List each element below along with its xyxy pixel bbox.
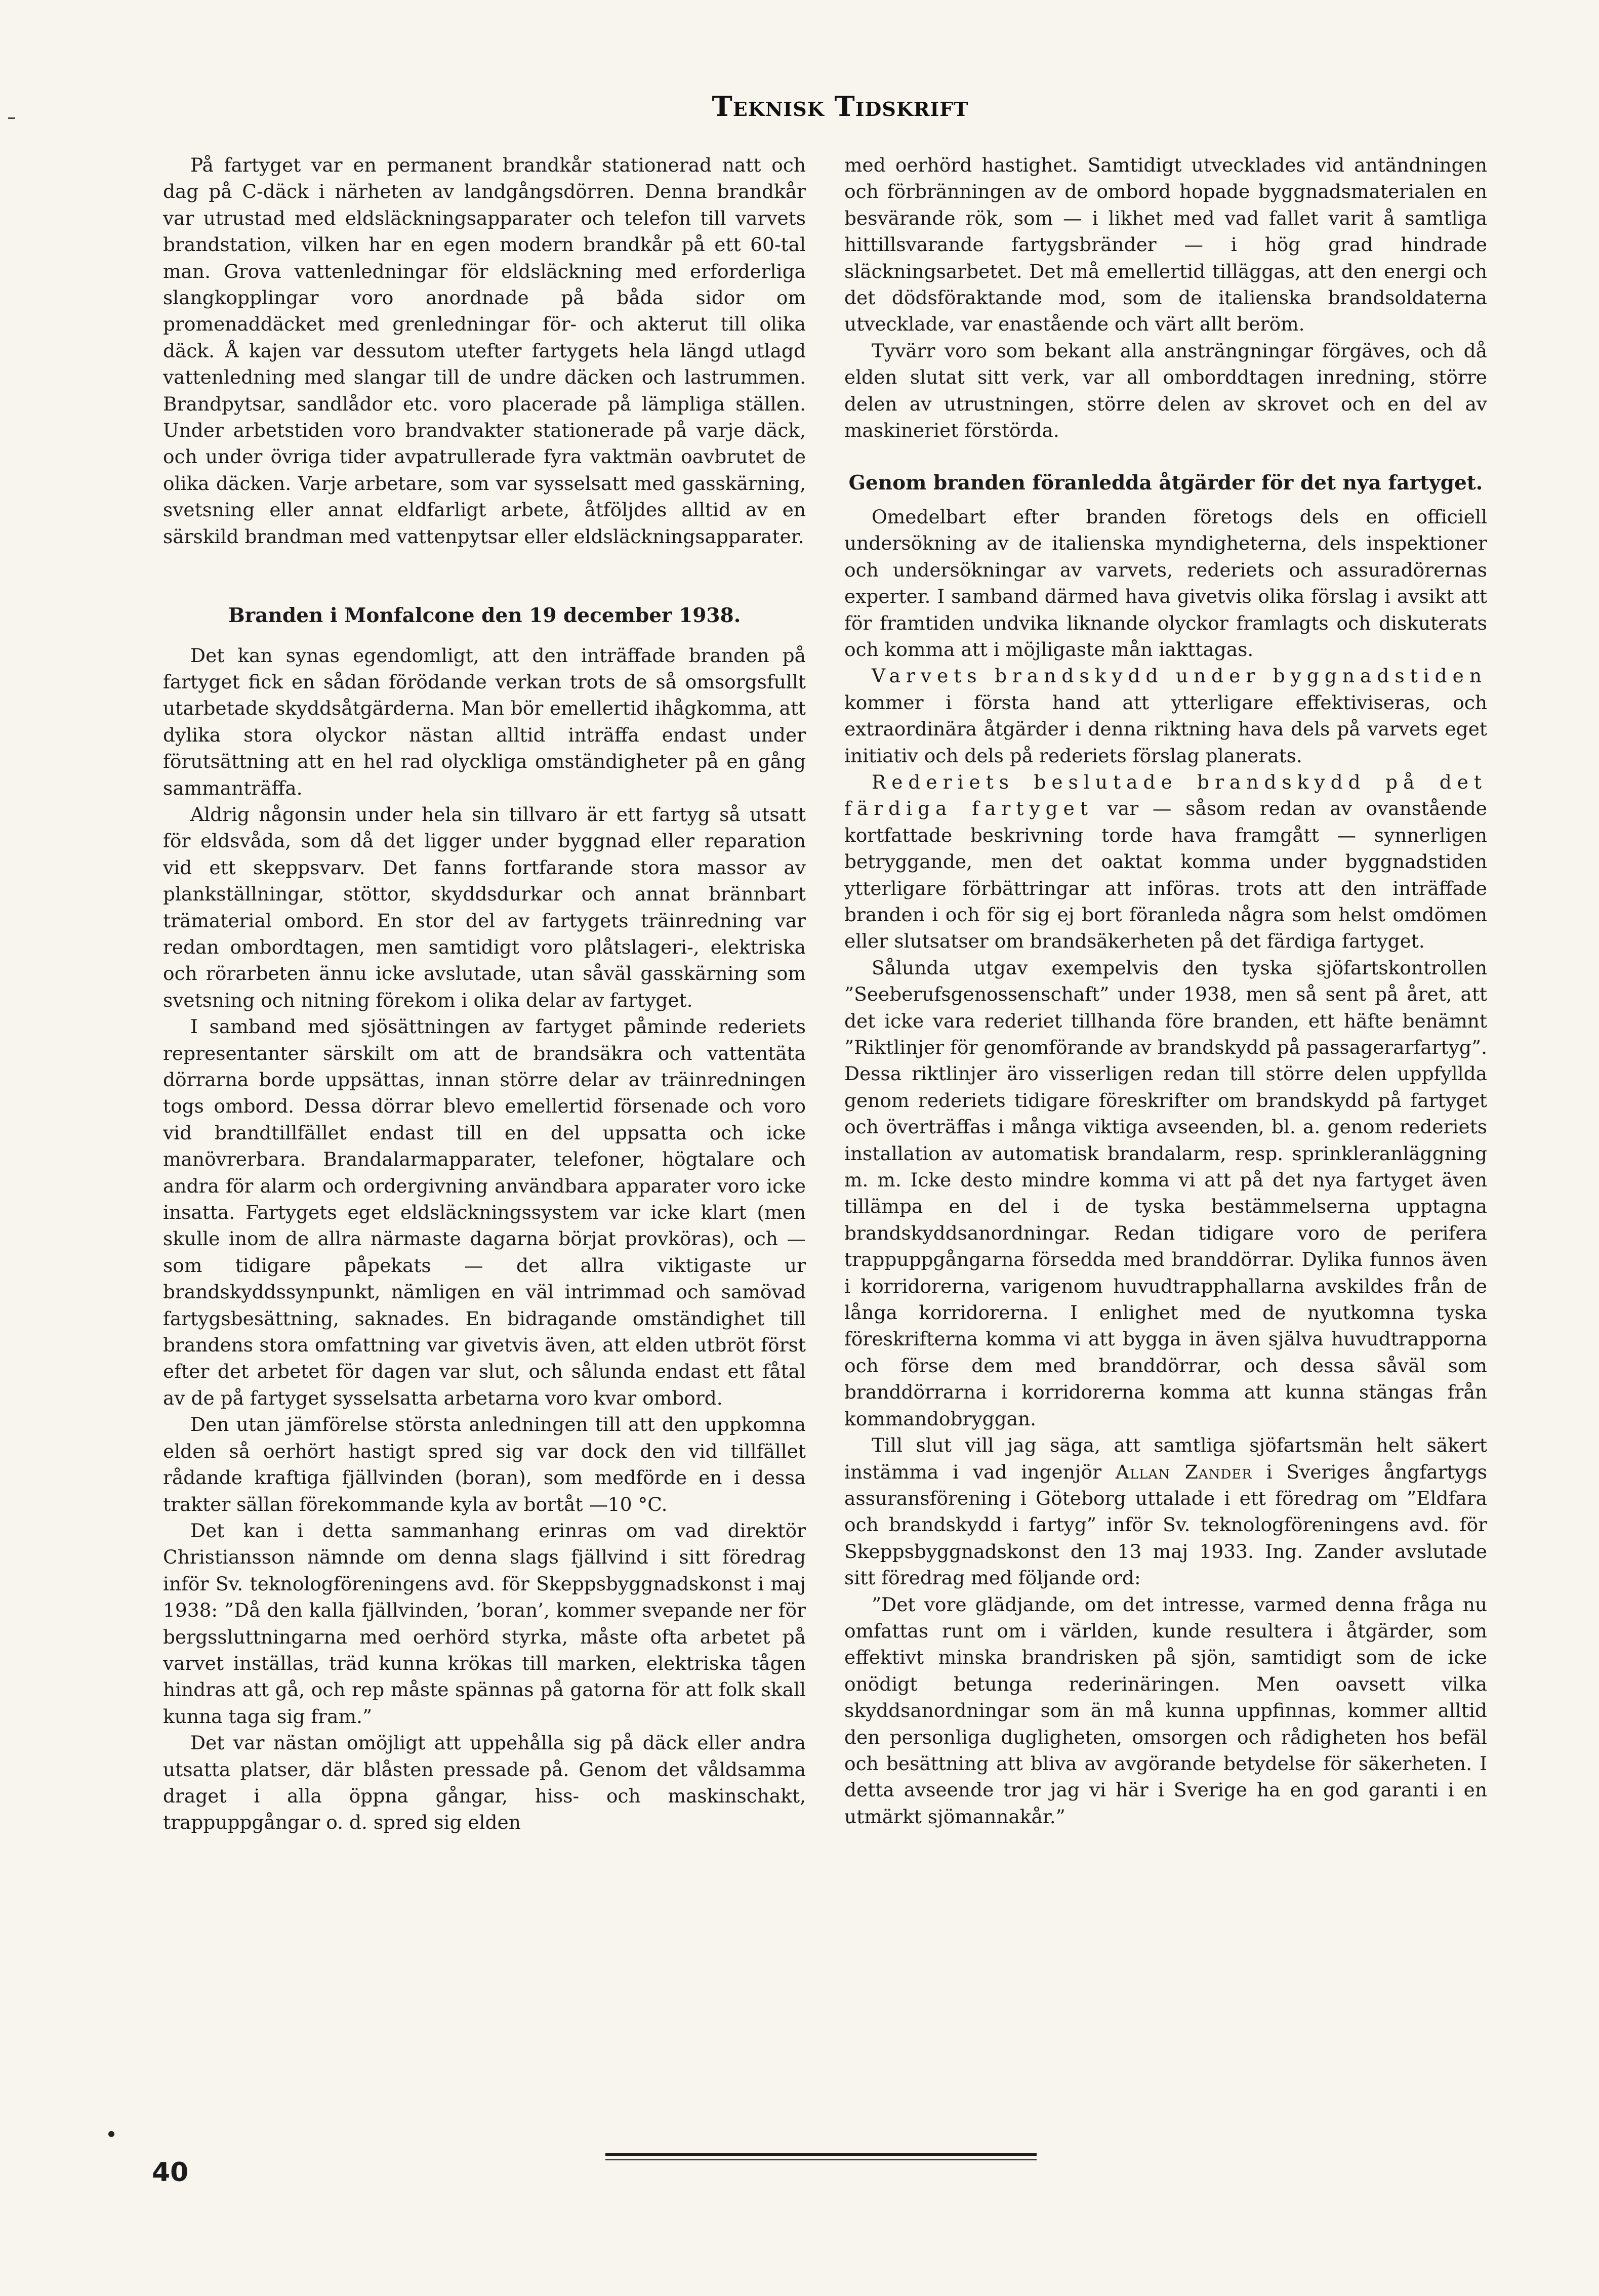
margin-dot bbox=[108, 2131, 114, 2137]
footer-rule-thin bbox=[605, 2159, 1037, 2160]
margin-tick bbox=[8, 117, 15, 119]
paragraph-till-slut bbox=[844, 1432, 1487, 1591]
paragraph-tyvarr: Tyvärr voro som bekant alla ansträngningar förgäves, och då elden slutat sitt verk, var all omborddtagen inredning, större delen av utrustningen, större delen av skrovet och en del av maskineriet förstörda. bbox=[844, 339, 1487, 442]
page-number: 40 bbox=[152, 2157, 189, 2188]
emphasis-varvets: Varvets brandskydd under byggnadstiden bbox=[872, 665, 1487, 687]
paragraph-egendomligt: Det kan synas egendomligt, att den inträffade branden på fartyget fick en sådan förödande verkan trots de så omsorgsfullt utarbetade skyddsåtgärderna. Man bör emellertid ihågkomma, att dylika stora olyckor nästan alltid inträffa endast under förutsättning att en hel rad olyckliga omständigheter på en gång sammanträffa. bbox=[163, 644, 806, 799]
paragraph-omedelbart: Omedelbart efter branden företogs dels en officiell undersökning av de italienska myndigheterna, dels inspektioner och undersökningar av varvets, rederiets och assuradörernas experter. I samband därmed hava givetvis olika förslag i avsikt att för framtiden undvika liknande olyckor framlagts och diskuterats och komma att i möjligaste mån iakttagas. bbox=[844, 505, 1487, 661]
paragraph-omojligt: Det var nästan omöjligt att uppehålla sig på däck eller andra utsatta platser, där blåsten pressade på. Genom det våldsamma draget i alla öppna gångar, hiss- och maskinschakt, trappuppgångar o. d. spred sig elden bbox=[163, 1732, 806, 1834]
paragraph-salunda: Sålunda utgav exempelvis den tyska sjöfartskontrollen ”Seeberufsgenossenschaft” under 1938, men så sent på året, att det icke vara rederiet tillhanda före branden, ett häfte benämnt ”Riktlinjer för genomförande av brandskydd på passagerarfartyg”. Dessa riktlinjer äro visserligen redan till större delen uppfyllda genom rederiets tidigare föreskrifter om brandskydd på fartyget och överträffas i många viktiga avseenden, bl. a. genom rederiets installation av automatisk brandalarm, resp. sprinkleranläggning m. m. Icke desto mindre komma vi att på det nya fartyget även tillämpa en del i de tyska bestämmelserna upptagna brandskyddsanordningar. Redan tidigare voro de perifera trappuppgångarna försedda med branddörrar. Dylika funnos även i korridorerna, varigenom huvudtrapphallarna avskildes från de långa korridorerna. I enlighet med de nyutkomna tyska föreskrifterna komma vi att bygga in även själva huvudtrapporna och förse dem med branddörrar, och dessa såväl som branddörrarna i korridorerna komma att kunna stängas från kommandobryggan. bbox=[844, 956, 1487, 1430]
text-rederiets: var — såsom redan av ovanstående kortfattade beskrivning torde hava framgått — synnerligen betryggande, men det oaktat komma under byggnadstiden ytterligare förbättringar att införas. trots att den inträffade branden i och för sig ej bort föranleda några som helst omdömen eller slutsatser om brandsäkerheten på det färdiga fartyget. bbox=[844, 797, 1487, 953]
quote-zander: ”Det vore glädjande, om det intresse, varmed denna fråga nu omfattas runt om i världen, kunde resultera i åtgärder, som effektivt minska brandrisken på sjön, samtidigt som de icke onödigt betunga rederinäringen. Men oavsett vilka skyddsanordningar som än må kunna uppfinnas, kommer alltid den personliga dugligheten, omsorgen och rådigheten hos befäl och besättning att bliva av avgörande betydelse för säkerheten. I detta avseende tror jag vi här i Sverige ha en god garanti i en utmärkt sjömannakår.” bbox=[844, 1593, 1487, 1828]
text-till-slut-after: i Sveriges ångfartygs assuransförening i Göteborg uttalade i ett föredrag om ”Eldfara och brandskydd i fartyg” inför Sv. teknologföreningens avd. för Skeppsbyggnadskonst den 13 maj 1933. Ing. Zander avslutade sitt föredrag med följande ord: bbox=[844, 1460, 1487, 1589]
running-title: Teknisk Tidskrift bbox=[712, 90, 969, 122]
text-till-slut-before: Till slut vill jag säga, att samtliga sjöfartsmän helt säkert instämma i vad ingenjör bbox=[844, 1434, 1487, 1483]
emphasis-rederiets: Rederiets beslutade brandskydd på det färdiga fartyget bbox=[844, 770, 1487, 820]
left-column bbox=[163, 152, 806, 1836]
paragraph-sjosattningen: I samband med sjösättningen av fartyget påminde rederiets representanter särskilt om att de brandsäkra och vattentäta dörrarna borde uppsättas, innan större delar av träinredningen togs ombord. Dessa dörrar blevo emellertid försenade och voro vid brandtillfället endast till en del uppsatta och icke manövrerbara. Brandalarmapparater, telefoner, högtalare och andra för alarm och ordergivning användbara apparater voro icke insatta. Fartygets eget eldsläckningssystem var icke klart (men skulle inom de allra närmaste dagarna börjat provköras), och — som tidigare påpekats — det allra viktigaste ur brandskyddssynpunkt, nämligen en väl intrimmad och samövad fartygsbesättning, saknades. En bidragande omständighet till brandens stora omfattning var givetvis även, att elden utbröt först efter det arbetet för dagen var slut, och sålunda endast ett fåtal av de på fartyget sysselsatta arbetarna voro kvar ombord. bbox=[163, 1015, 806, 1409]
paragraph-rederiets bbox=[844, 769, 1487, 955]
section-heading-atgarder: Genom branden föranledda åtgärder för det nya fartyget. bbox=[848, 471, 1483, 495]
footer-rule bbox=[605, 2153, 1037, 2156]
paragraph-brandkar: På fartyget var en permanent brandkår stationerad natt och dag på C-däck i närheten av landgångsdörren. Denna brandkår var utrustad med eldsläckningsapparater och telefon till varvets brandstation, vilken har en egen modern brandkår på ett 60-tal man. Grova vattenledningar för eldsläckning med erforderliga slangkopplingar voro anordnade på båda sidor om promenaddäcket med grenledningar för- och akterut till olika däck. Å kajen var dessutom utefter fartygets hela längd utlagd vattenledning med slangar till de undre däcken och lastrummen. Brandpytsar, sandlådor etc. voro placerade på lämpliga ställen. Under arbetstiden voro brandvakter stationerade på varje däck, och under övriga tider avpatrullerade fyra vaktmän oavbrutet de olika däcken. Varje arbetare, som var sysselsatt med gasskärning, svetsning eller annat eldfarligt arbete, åtföljdes alltid av en särskild brandman med vattenpytsar eller eldsläckningsapparater. bbox=[163, 154, 806, 548]
paragraph-varvets bbox=[844, 663, 1487, 769]
paragraph-fjallvinden: Den utan jämförelse största anledningen till att den uppkomna elden så oerhört hastigt spred sig var dock den vid tillfället rådande kraftiga fjällvinden (boran), som medförde en i dessa trakter sällan förekommande kyla av bortåt —10 °C. bbox=[163, 1413, 806, 1515]
text-varvets: kommer i första hand att ytterligare effektiviseras, och extraordinära åtgärder i denna riktning hava dels på varvets eget initiativ och dels på rederiets förslag planerats. bbox=[844, 691, 1487, 767]
section-heading-branden: Branden i Monfalcone den 19 december 1938. bbox=[228, 604, 741, 628]
paragraph-continued: med oerhörd hastighet. Samtidigt utvecklades vid antändningen och förbränningen av de ombord hopade byggnadsmaterialen en besvärande rök, som — i likhet med vad fallet varit å samtliga hittillsvarande fartygsbränder — i hög grad hindrade släckningsarbetet. Det må emellertid tilläggas, att den energi och det dödsföraktande mod, som de italienska brandsoldaterna utvecklade, var enastående och värt allt beröm. bbox=[844, 154, 1487, 336]
person-name: Allan Zander bbox=[1115, 1460, 1252, 1483]
paragraph-aldrig: Aldrig någonsin under hela sin tillvaro är ett fartyg så utsatt för eldsvåda, som då det ligger under byggnad eller reparation vid ett skeppsvarv. Det fanns fortfarande stora massor av plankställningar, stöttor, skyddsdurkar och annat brännbart trämaterial ombord. En stor del av fartygets träinredning var redan ombordtagen, men samtidigt voro plåtslageri-, elektriska och rörarbeten ännu icke avslutade, utan såväl gasskärning som svetsning och nitning förekom i olika delar av fartyget. bbox=[163, 803, 806, 1011]
paragraph-christiansson: Det kan i detta sammanhang erinras om vad direktör Christiansson nämnde om denna slags fjällvind i sitt föredrag inför Sv. teknologföreningens avd. för Skeppsbyggnadskonst i maj 1938: ”Då den kalla fjällvinden, ’boran’, kommer svepande ner för bergssluttningarna med oerhörd styrka, måste ofta arbetet på varvet inställas, träd kunna krökas till marken, elektriska tågen hindras att gå, och rep måste spännas på gatorna för att folk skall kunna taga sig fram.” bbox=[163, 1519, 806, 1728]
right-column bbox=[844, 152, 1487, 1830]
